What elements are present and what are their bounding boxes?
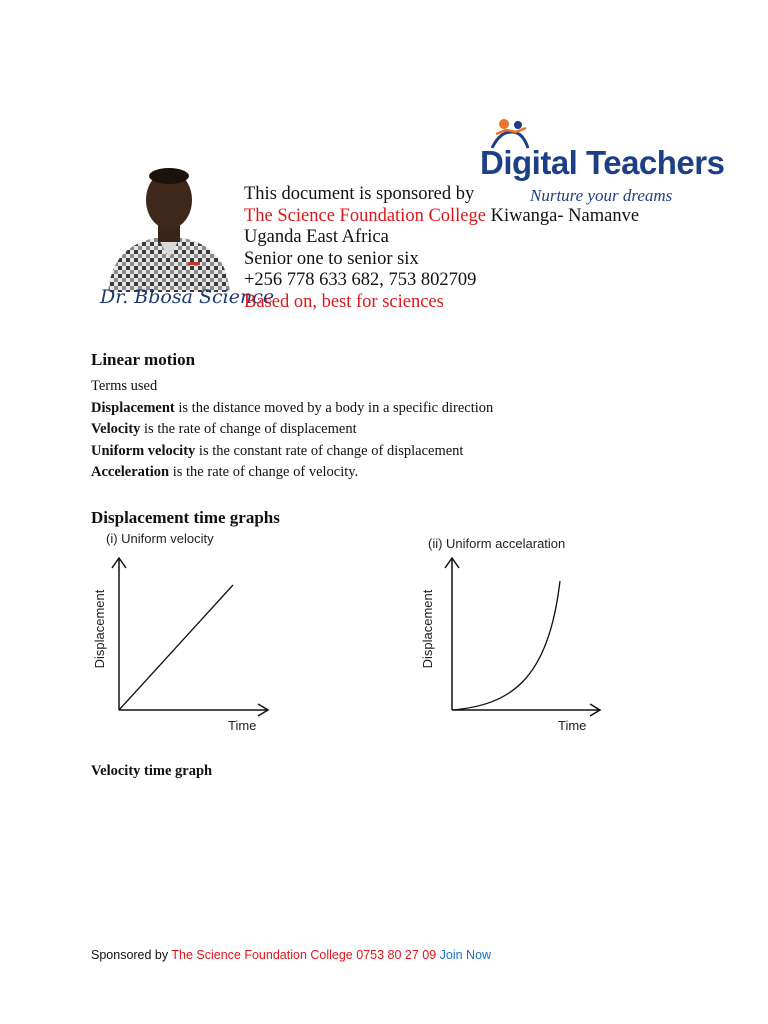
author-signature: Dr. Bbosa Science (100, 286, 275, 308)
sponsor-line: This document is sponsored by (244, 184, 475, 204)
page-footer (91, 948, 491, 962)
term-text: is the rate of change of displacement (140, 421, 357, 437)
displacement-line (119, 585, 233, 710)
graphs-heading: Displacement time graphs (91, 508, 280, 527)
velocity-time-heading: Velocity time graph (91, 763, 213, 779)
y-axis-label: Displacement (92, 589, 107, 669)
college-name: The Science Foundation College (244, 205, 486, 226)
slogan-line: Based on, best for sciences (244, 291, 444, 312)
join-now-link[interactable]: Join Now (439, 948, 492, 962)
logo-title: Digital Teachers (480, 144, 725, 181)
x-axis-label: Time (228, 718, 257, 733)
phone-line: +256 778 633 682, 753 802709 (244, 270, 477, 290)
levels-line: Senior one to senior six (244, 248, 419, 269)
terms-intro: Terms used (91, 378, 158, 394)
uniform-velocity-graph (88, 528, 288, 743)
x-axis-label: Time (558, 718, 587, 733)
term-definition (91, 398, 711, 420)
sponsor-details (244, 184, 639, 313)
term-text: is the constant rate of change of displacement (195, 442, 464, 459)
author-photo (102, 162, 236, 292)
displacement-curve (452, 581, 560, 710)
linear-motion-section (91, 350, 711, 484)
footer-college: The Science Foundation College (171, 948, 353, 962)
college-line (244, 206, 639, 228)
uniform-acceleration-graph (410, 533, 610, 743)
term-name: Displacement (91, 399, 175, 416)
graph-caption: (i) Uniform velocity (106, 531, 214, 546)
term-definition (91, 441, 711, 463)
term-text: is the distance moved by a body in a specific direction (174, 399, 494, 416)
footer-prefix: Sponsored by (91, 948, 172, 962)
term-name: Velocity (91, 421, 141, 437)
sponsor-banner (100, 118, 725, 318)
y-axis-label: Displacement (420, 589, 435, 669)
logo-tagline: Nurture your dreams (530, 186, 673, 205)
country-line: Uganda East Africa (244, 227, 389, 247)
college-location: Kiwanga- Namanve (485, 205, 640, 226)
term-text: is the rate of change of velocity. (169, 464, 359, 480)
term-name: Uniform velocity (91, 442, 196, 459)
footer-phone: 0753 80 27 09 (352, 948, 440, 962)
term-definition (91, 419, 711, 441)
graph-caption: (ii) Uniform accelaration (428, 536, 566, 551)
term-name: Acceleration (91, 464, 170, 480)
section-heading: Linear motion (91, 350, 196, 369)
term-definition (91, 462, 711, 484)
